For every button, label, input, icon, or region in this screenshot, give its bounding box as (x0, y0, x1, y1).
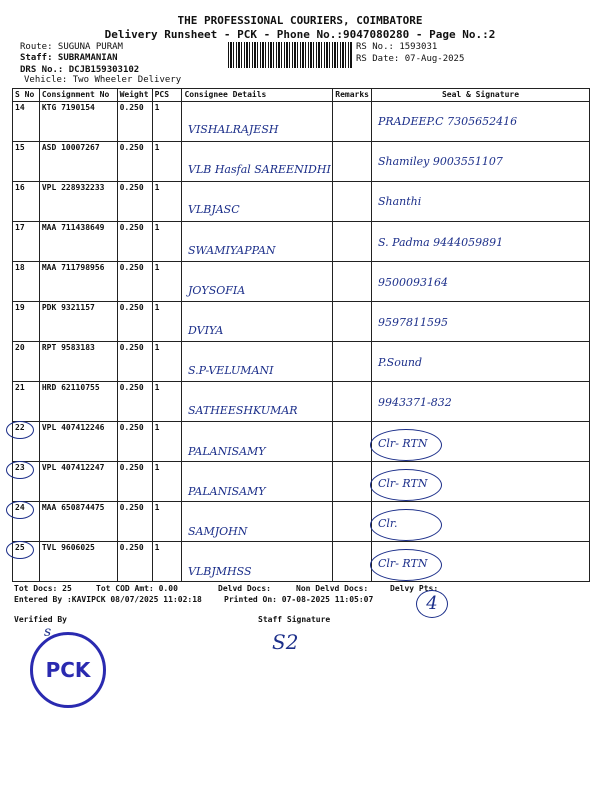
sno-circle-mark (6, 501, 34, 519)
rs-number: RS No.: 1593031 (356, 42, 438, 52)
verified-by-label: Verified By (14, 615, 67, 624)
consignee-handwriting: VISHALRAJESH (188, 123, 279, 136)
row-consignment-no: PDK 9321157 (39, 302, 117, 342)
row-sno: 20 (13, 342, 40, 382)
non-delivered-docs: Non Delvd Docs: (296, 584, 369, 593)
row-weight: 0.250 (117, 222, 152, 262)
consignee-handwriting: SATHEESHKUMAR (188, 404, 298, 418)
row-remarks-cell (333, 502, 372, 542)
row-consignment-no: MAA 650874475 (39, 502, 117, 542)
row-weight: 0.250 (117, 422, 152, 462)
total-cod: Tot COD Amt: 0.00 (96, 584, 178, 593)
signature-handwriting: 9943371-832 (378, 396, 452, 410)
rs-date: RS Date: 07-Aug-2025 (356, 54, 465, 64)
row-consignment-no: HRD 62110755 (39, 382, 117, 422)
row-remarks-cell (333, 302, 372, 342)
row-pcs: 1 (152, 342, 182, 382)
consignee-handwriting: SAMJOHN (188, 525, 248, 538)
signature-handwriting: P.Sound (378, 356, 423, 370)
row-pcs: 1 (152, 222, 182, 262)
runsheet-table (12, 88, 590, 582)
row-sno: 25 (13, 542, 40, 582)
row-pcs: 1 (152, 542, 182, 582)
vehicle-label: Vehicle: Two Wheeler Delivery (24, 75, 182, 85)
row-consignment-no: RPT 9583183 (39, 342, 117, 382)
row-weight: 0.250 (117, 142, 152, 182)
col-sno: S No (13, 89, 40, 102)
signature-handwriting: Shamiley 9003551107 (378, 155, 503, 169)
row-pcs: 1 (152, 382, 182, 422)
pck-stamp: PCK (30, 632, 106, 708)
verified-signature-scribble: s (44, 624, 52, 640)
staff-signature-label: Staff Signature (258, 615, 331, 624)
row-consignment-no: VPL 228932233 (39, 182, 117, 222)
row-weight: 0.250 (117, 382, 152, 422)
col-remarks: Remarks (333, 89, 372, 102)
consignee-handwriting: VLBJASC (188, 203, 240, 217)
row-remarks-cell (333, 342, 372, 382)
row-consignment-no: MAA 711438649 (39, 222, 117, 262)
row-sno: 21 (13, 382, 40, 422)
row-pcs: 1 (152, 422, 182, 462)
table-row (13, 502, 590, 542)
consignee-handwriting: JOYSOFIA (188, 283, 246, 297)
row-sno: 24 (13, 502, 40, 542)
signature-handwriting: Clr- RTN (378, 476, 428, 490)
company-title: THE PROFESSIONAL COURIERS, COIMBATORE (177, 14, 423, 27)
consignee-handwriting: VLB Hasfal SAREENIDHI (188, 163, 331, 177)
row-consignment-no: VPL 407412246 (39, 422, 117, 462)
signature-handwriting: Shanthi (378, 195, 422, 209)
signature-handwriting: S. Padma 9444059891 (378, 235, 504, 249)
row-pcs: 1 (152, 102, 182, 142)
row-sno: 23 (13, 462, 40, 502)
col-consignee: Consignee Details (182, 89, 333, 102)
runsheet-subtitle: Delivery Runsheet - PCK - Phone No.:9047080280 - Page No.:2 (104, 28, 496, 41)
table-header-row (13, 89, 590, 102)
row-pcs: 1 (152, 182, 182, 222)
delivery-points-value: 4 (416, 590, 448, 618)
table-row (13, 422, 590, 462)
signature-handwriting: 9597811595 (378, 316, 448, 329)
signature-circle-mark (370, 549, 442, 581)
consignee-handwriting: S.P-VELUMANI (188, 364, 274, 378)
row-sno: 19 (13, 302, 40, 342)
total-docs: Tot Docs: 25 (14, 584, 72, 593)
row-pcs: 1 (152, 302, 182, 342)
delivery-points: Delvy Pts: (390, 584, 439, 593)
row-weight: 0.250 (117, 182, 152, 222)
signature-handwriting: Clr- RTN (378, 557, 428, 571)
row-remarks-cell (333, 542, 372, 582)
row-weight: 0.250 (117, 462, 152, 502)
row-weight: 0.250 (117, 342, 152, 382)
table-row (13, 382, 590, 422)
consignee-handwriting: PALANISAMY (188, 484, 266, 498)
table-row (13, 342, 590, 382)
row-sno: 18 (13, 262, 40, 302)
consignee-handwriting: DVIYA (188, 324, 224, 337)
row-sno: 16 (13, 182, 40, 222)
entered-by: Entered By :KAVIPCK 08/07/2025 11:02:18 (14, 595, 202, 604)
col-signature: Seal & Signature (371, 89, 589, 102)
row-sno: 14 (13, 102, 40, 142)
row-pcs: 1 (152, 142, 182, 182)
table-row (13, 182, 590, 222)
row-weight: 0.250 (117, 502, 152, 542)
row-sno: 17 (13, 222, 40, 262)
barcode-image (228, 42, 352, 68)
consignee-handwriting: VLBJMHSS (188, 565, 252, 579)
signature-handwriting: 9500093164 (378, 275, 448, 289)
route-label: Route: SUGUNA PURAM (20, 42, 123, 52)
row-consignment-no: KTG 7190154 (39, 102, 117, 142)
signature-handwriting: Clr. (378, 517, 398, 530)
signature-circle-mark (370, 509, 442, 541)
row-consignment-no: TVL 9606025 (39, 542, 117, 582)
row-remarks-cell (333, 182, 372, 222)
row-weight: 0.250 (117, 102, 152, 142)
row-remarks-cell (333, 142, 372, 182)
row-weight: 0.250 (117, 262, 152, 302)
row-pcs: 1 (152, 462, 182, 502)
col-pcs: PCS (152, 89, 182, 102)
row-remarks-cell (333, 382, 372, 422)
table-row (13, 462, 590, 502)
row-remarks-cell (333, 262, 372, 302)
row-weight: 0.250 (117, 302, 152, 342)
row-remarks-cell (333, 422, 372, 462)
col-consignment: Consignment No (39, 89, 117, 102)
row-remarks-cell (333, 102, 372, 142)
staff-signature-scribble: S2 (272, 630, 299, 654)
sno-circle-mark (6, 461, 34, 479)
row-pcs: 1 (152, 502, 182, 542)
col-weight: Weight (117, 89, 152, 102)
row-pcs: 1 (152, 262, 182, 302)
row-consignment-no: ASD 10007267 (39, 142, 117, 182)
row-remarks-cell (333, 462, 372, 502)
signature-handwriting: Clr- RTN (378, 436, 428, 450)
delivered-docs: Delvd Docs: (218, 584, 271, 593)
table-row (13, 542, 590, 582)
row-consignment-no: VPL 407412247 (39, 462, 117, 502)
row-consignment-no: MAA 711798956 (39, 262, 117, 302)
printed-on: Printed On: 07-08-2025 11:05:07 (224, 595, 374, 604)
signature-circle-mark (370, 429, 442, 461)
row-weight: 0.250 (117, 542, 152, 582)
consignee-handwriting: SWAMIYAPPAN (188, 243, 276, 257)
staff-label: Staff: SUBRAMANIAN (20, 53, 118, 63)
drs-label: DRS No.: DCJB159303102 (20, 65, 140, 75)
consignee-handwriting: PALANISAMY (188, 444, 266, 458)
table-row (13, 302, 590, 342)
row-remarks-cell (333, 222, 372, 262)
signature-circle-mark (370, 469, 442, 501)
row-sno: 15 (13, 142, 40, 182)
row-sno: 22 (13, 422, 40, 462)
table-row (13, 262, 590, 302)
signature-handwriting: PRADEEP.C 7305652416 (378, 115, 518, 128)
sno-circle-mark (6, 421, 34, 439)
